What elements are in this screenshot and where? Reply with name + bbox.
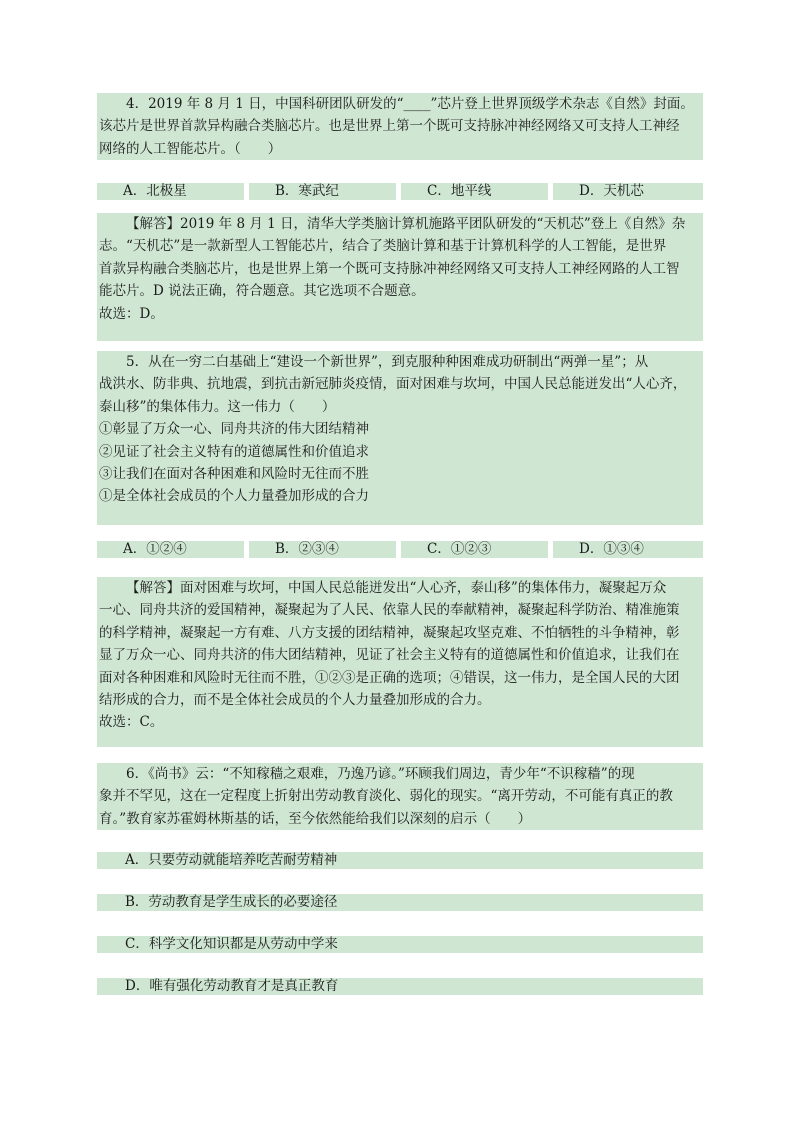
- question-4-stem: [97, 93, 703, 160]
- answer-5: [97, 577, 703, 747]
- q4-option-a[interactable]: A．北极星: [97, 183, 244, 200]
- a5-line-7: 故选：C。: [99, 714, 164, 731]
- a5-line-1: 【解答】面对困难与坎坷，中国人民总能迸发出“人心齐，泰山移”的集体伟力，凝聚起万众: [126, 580, 667, 596]
- q5-statement-2: ②见证了社会主义特有的道德属性和价值追求: [99, 443, 369, 460]
- q4-line-2: 该芯片是世界首款异构融合类脑芯片。也是世界上第一个既可支持脉冲神经网络又可支持人工神经: [99, 118, 680, 135]
- q6-option-d[interactable]: D．唯有强化劳动教育才是真正教育: [97, 978, 703, 995]
- q5-statement-1: ①彰显了万众一心、同舟共济的伟大团结精神: [99, 421, 369, 438]
- a4-line-4: 能芯片。D 说法正确，符合题意。其它选项不合题意。: [99, 283, 425, 300]
- q4-line-3: 网络的人工智能芯片。（ ）: [99, 140, 282, 157]
- a4-line-5: 故选：D。: [99, 305, 164, 322]
- q6-line-2: 象并不罕见，这在一定程度上折射出劳动教育淡化、弱化的现实。“离开劳动，不可能有真正的教: [99, 788, 673, 805]
- q5-option-d[interactable]: D．①③④: [553, 541, 703, 558]
- a5-line-2: 一心、同舟共济的爱国精神，凝聚起为了人民、依靠人民的奉献精神，凝聚起科学防治、精准施策: [99, 602, 680, 619]
- a4-line-3: 首款异构融合类脑芯片，也是世界上第一个既可支持脉冲神经网络又可支持人工神经网路的人工智: [99, 260, 680, 277]
- q5-option-c[interactable]: C．①②③: [401, 541, 548, 558]
- q4-option-b[interactable]: B．寒武纪: [249, 183, 396, 200]
- q4-line-1: 4．2019 年 8 月 1 日，中国科研团队研发的“____”芯片登上世界顶级学术杂志《自然》封面。: [126, 96, 694, 112]
- q5-statement-3: ③让我们在面对各种困难和风险时无往而不胜: [99, 466, 369, 483]
- answer-4: [97, 213, 703, 341]
- a4-line-1: 【解答】2019 年 8 月 1 日，清华大学类脑计算机施路平团队研发的“天机芯”登上《自然》杂: [126, 216, 686, 232]
- a5-line-6: 结形成的合力，而不是全体社会成员的个人力量叠加形成的合力。: [99, 692, 491, 709]
- q5-option-a[interactable]: A．①②④: [97, 541, 244, 558]
- q4-option-c[interactable]: C．地平线: [401, 183, 548, 200]
- question-5-stem: [97, 351, 703, 525]
- a5-line-3: 的科学精神，凝聚起一方有难、八方支援的团结精神，凝聚起攻坚克难、不怕牺牲的斗争精神，彰: [99, 624, 680, 641]
- q5-line-2: 战洪水、防非典、抗地震，到抗击新冠肺炎疫情，面对困难与坎坷，中国人民总能迸发出“人心齐，: [99, 376, 687, 393]
- question-4-options: [97, 183, 703, 200]
- question-6-stem: [97, 763, 703, 830]
- a5-line-5: 面对各种困难和风险时无往而不胜，①②③是正确的选项；④错误，这一伟力，是全国人民的大团: [99, 669, 680, 686]
- q6-line-3: 育。”教育家苏霍姆林斯基的话，至今依然能给我们以深刻的启示（ ）: [99, 810, 532, 827]
- q6-option-a[interactable]: A．只要劳动就能培养吃苦耐劳精神: [97, 852, 703, 869]
- q5-line-3: 泰山移”的集体伟力。这一伟力（ ）: [99, 398, 336, 415]
- q4-option-d[interactable]: D．天机芯: [553, 183, 703, 200]
- q6-option-b[interactable]: B．劳动教育是学生成长的必要途径: [97, 894, 703, 911]
- q6-line-1: 6．《尚书》云：“不知稼穑之艰难，乃逸乃谚。”环顾我们周边，青少年“不识稼穑”的现: [126, 766, 635, 782]
- a4-line-2: 志。“天机芯”是一款新型人工智能芯片，结合了类脑计算和基于计算机科学的人工智能，是世界: [99, 238, 667, 255]
- q5-option-b[interactable]: B．②③④: [249, 541, 396, 558]
- q5-statement-4: ①是全体社会成员的个人力量叠加形成的合力: [99, 488, 369, 505]
- a5-line-4: 显了万众一心、同舟共济的伟大团结精神，见证了社会主义特有的道德属性和价值追求，让我们在: [99, 647, 680, 664]
- question-5-options: [97, 541, 703, 558]
- q5-line-1: 5．从在一穷二白基础上“建设一个新世界”，到克服种种困难成功研制出“两弹一星”；从: [126, 354, 649, 370]
- q6-option-c[interactable]: C．科学文化知识都是从劳动中学来: [97, 936, 703, 953]
